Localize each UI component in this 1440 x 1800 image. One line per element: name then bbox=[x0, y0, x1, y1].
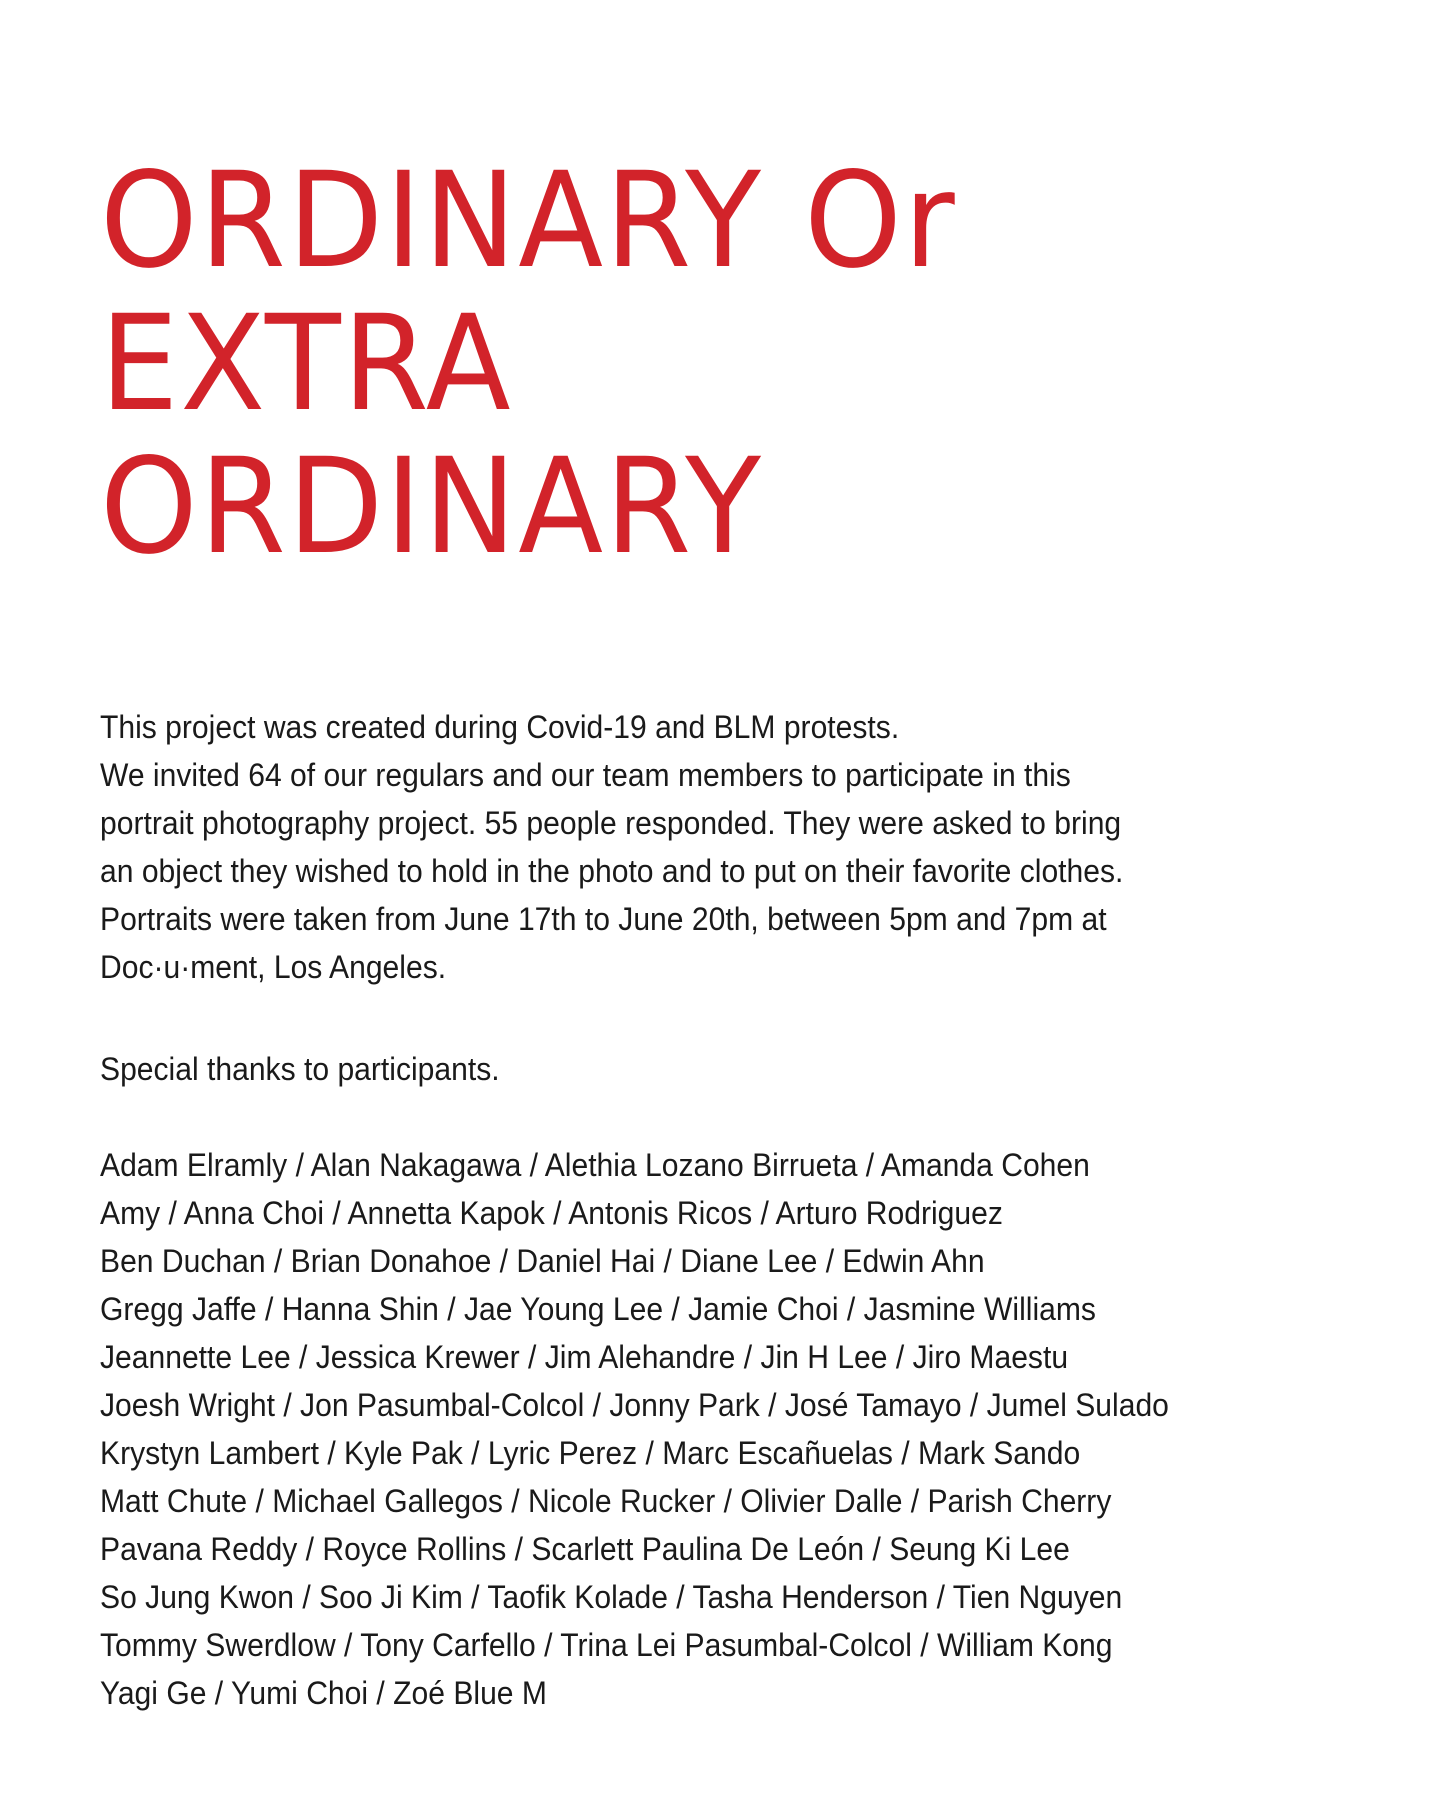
participants-line: Pavana Reddy / Royce Rollins / Scarlett Paulina De León / Seung Ki Lee bbox=[100, 1531, 1070, 1567]
participants-line: Gregg Jaffe / Hanna Shin / Jae Young Lee / Jamie Choi / Jasmine Williams bbox=[100, 1291, 1096, 1327]
intro-line: This project was created during Covid-19 and BLM protests. bbox=[100, 709, 900, 745]
page-title bbox=[100, 144, 957, 584]
title-line: ORDINARY bbox=[100, 430, 763, 584]
title-line: EXTRA bbox=[100, 287, 513, 441]
participants-line: Joesh Wright / Jon Pasumbal-Colcol / Jonny Park / José Tamayo / Jumel Sulado bbox=[100, 1387, 1169, 1423]
participants-line: Matt Chute / Michael Gallegos / Nicole Rucker / Olivier Dalle / Parish Cherry bbox=[100, 1483, 1112, 1519]
thanks-text: Special thanks to participants. bbox=[100, 1051, 500, 1087]
intro-paragraph bbox=[100, 703, 1123, 991]
participants-line: Tommy Swerdlow / Tony Carfello / Trina Lei Pasumbal-Colcol / William Kong bbox=[100, 1627, 1113, 1663]
participants-line: Amy / Anna Choi / Annetta Kapok / Antonis Ricos / Arturo Rodriguez bbox=[100, 1195, 1003, 1231]
intro-line: We invited 64 of our regulars and our team members to participate in this bbox=[100, 757, 1071, 793]
participants-line: Jeannette Lee / Jessica Krewer / Jim Alehandre / Jin H Lee / Jiro Maestu bbox=[100, 1339, 1069, 1375]
intro-line: portrait photography project. 55 people responded. They were asked to bring bbox=[100, 805, 1122, 841]
intro-line: Doc·u·ment, Los Angeles. bbox=[100, 949, 447, 985]
intro-line: an object they wished to hold in the photo and to put on their favorite clothes. bbox=[100, 853, 1124, 889]
thanks-line bbox=[100, 1045, 500, 1093]
title-line: ORDINARY Or bbox=[100, 144, 957, 298]
intro-line: Portraits were taken from June 17th to June 20th, between 5pm and 7pm at bbox=[100, 901, 1107, 937]
participants-line: So Jung Kwon / Soo Ji Kim / Taofik Kolade / Tasha Henderson / Tien Nguyen bbox=[100, 1579, 1123, 1615]
document-page bbox=[100, 0, 1400, 1800]
participants-line: Adam Elramly / Alan Nakagawa / Alethia Lozano Birrueta / Amanda Cohen bbox=[100, 1147, 1090, 1183]
participants-line: Ben Duchan / Brian Donahoe / Daniel Hai / Diane Lee / Edwin Ahn bbox=[100, 1243, 985, 1279]
participants-line: Yagi Ge / Yumi Choi / Zoé Blue M bbox=[100, 1675, 547, 1711]
participants-line: Krystyn Lambert / Kyle Pak / Lyric Perez / Marc Escañuelas / Mark Sando bbox=[100, 1435, 1081, 1471]
participants-list bbox=[100, 1141, 1169, 1717]
